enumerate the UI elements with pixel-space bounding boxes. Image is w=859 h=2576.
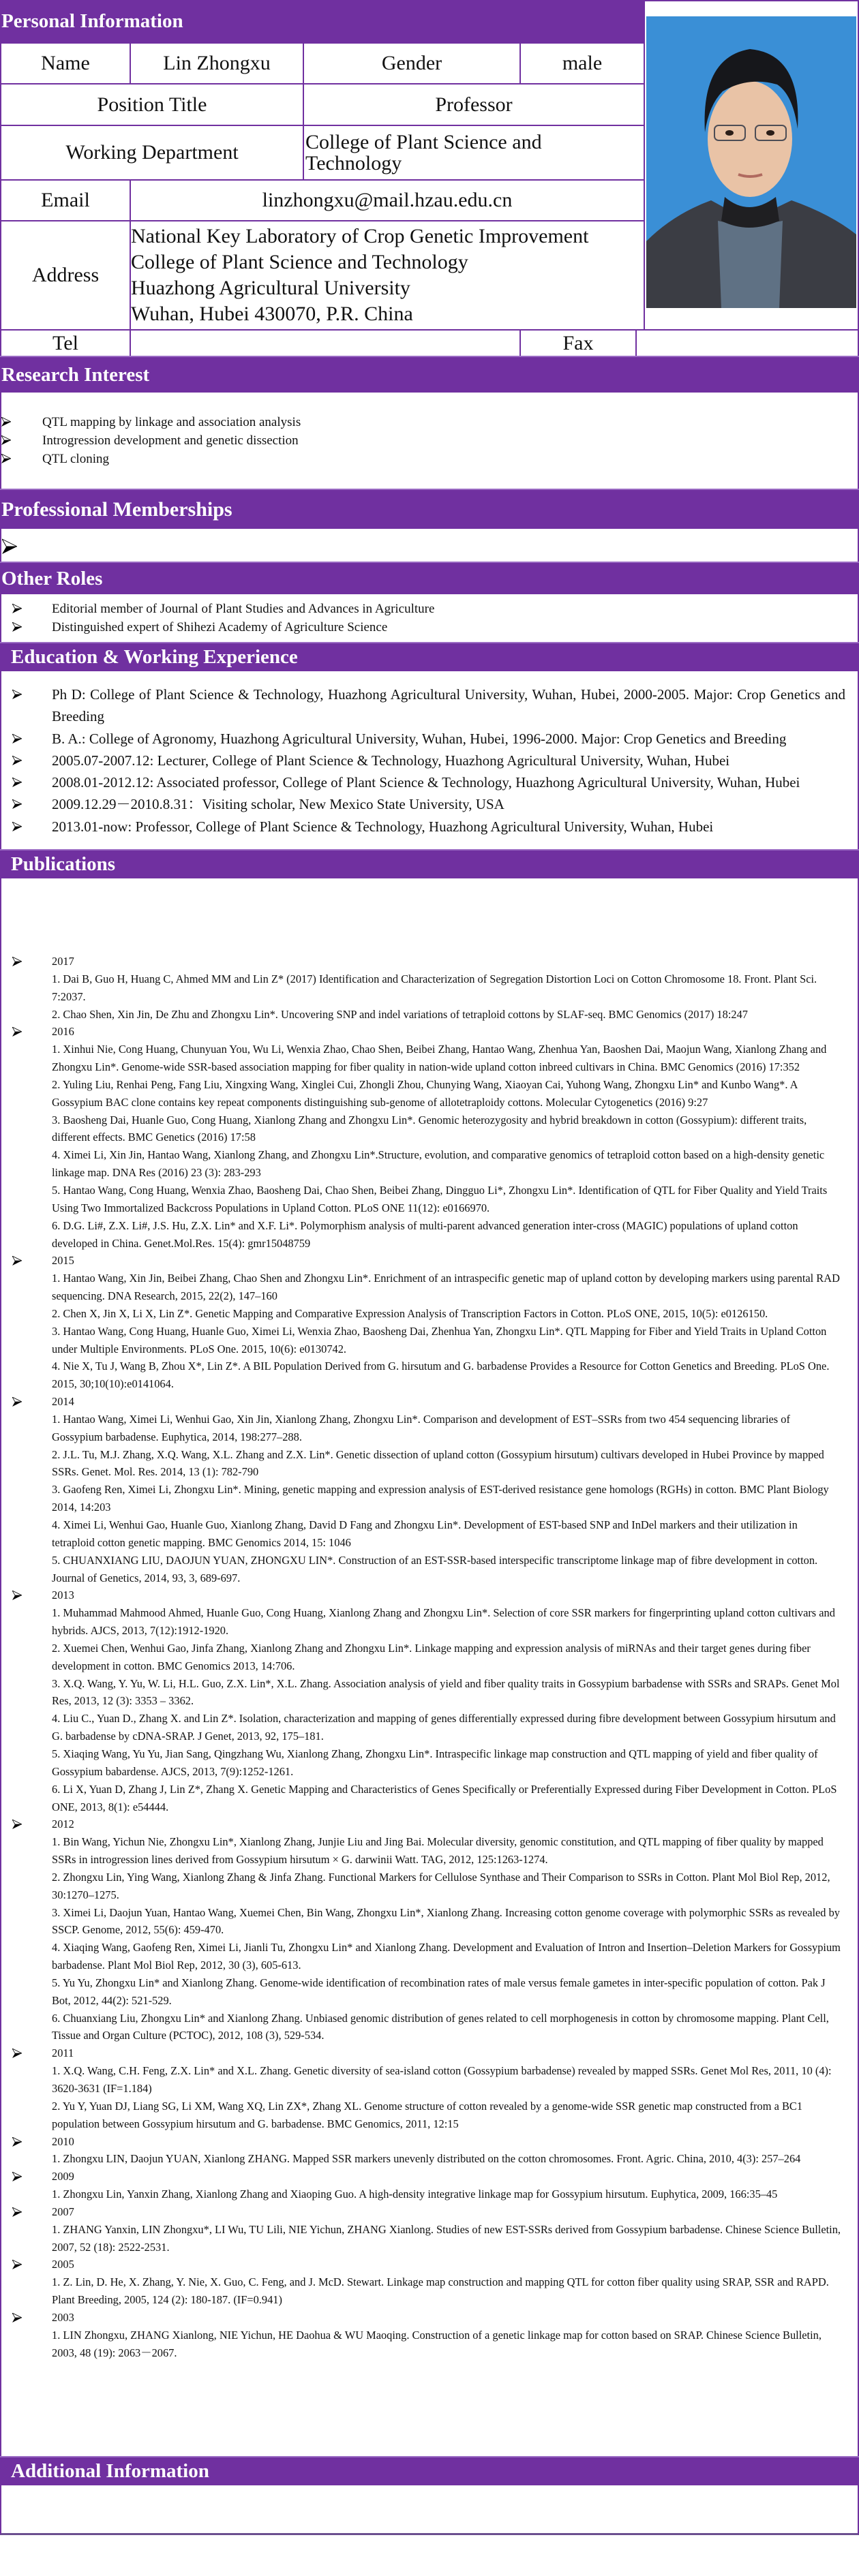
education-item bbox=[1, 771, 858, 793]
publication-entry: 1. Z. Lin, D. He, X. Zhang, Y. Nie, X. Guo, C. Feng, and J. McD. Stewart. Linkage map construction and mapping QTL for cotton fiber quality using SRAP, SSR and RAPD. Plant Breeding, 2005, 124 (2): 180-187. (IF=0.941) bbox=[52, 2275, 829, 2307]
publication-entry: 6. Li X, Yuan D, Zhang J, Lin Z*, Zhang X. Genetic Mapping and Characteristics of Genes Specifically or Preferentially Expressed during Fiber Development in Cotton. PLoS ONE, 2013, 8(1): e54444. bbox=[52, 1782, 837, 1813]
research-interest-text: Introgression development and genetic dissection bbox=[42, 433, 299, 448]
address-line: National Key Laboratory of Crop Genetic Improvement bbox=[131, 225, 589, 247]
publication-entry: 1. Zhongxu Lin, Yanxin Zhang, Xianlong Zhang and Xiaoping Guo. A high-density integrative linkage map for Gossypium hirsutum. Euphytica, 2009, 166:35–45 bbox=[52, 2188, 778, 2201]
education-text: 2008.01-2012.12: Associated professor, College of Plant Science & Technology, Huazhong Agricultural University, Wuhan, Hubei bbox=[52, 774, 800, 791]
education-item bbox=[1, 816, 858, 838]
list-item bbox=[1, 431, 301, 450]
section-header-additional-information bbox=[0, 2456, 859, 2485]
publication-entry: 4. Nie X, Tu J, Wang B, Zhou X*, Lin Z*. A BIL Population Derived from G. hirsutum and G. barbadense Provides a Resource for Cotton Genetics and Breeding. PLoS One. 2015, 30;10(10):e0141064. bbox=[52, 1360, 830, 1391]
publication-entry: 2. Chao Shen, Xin Jin, De Zhu and Zhongxu Lin*. Uncovering SNP and indel variations of tetraploid cottons by SLAF-seq. BMC Genomics (2017) 18:247 bbox=[52, 1007, 748, 1021]
department-label: Working Department bbox=[65, 141, 239, 164]
tel-label-cell bbox=[0, 329, 131, 357]
arrow-bullet-icon bbox=[12, 957, 20, 966]
year-label: 2013 bbox=[52, 1589, 74, 1602]
fax-label: Fax bbox=[562, 331, 594, 354]
arrow-bullet-icon bbox=[12, 1397, 20, 1407]
arrow-bullet-icon bbox=[1, 454, 10, 463]
section-header-research-interest bbox=[0, 356, 859, 393]
publication-entry: 1. LIN Zhongxu, ZHANG Xianlong, NIE Yichun, HE Daohua & WU Maoqing. Construction of a genetic linkage map for cotton based on SRAP. Chinese Science Bulletin, 2003, 48 (19): 2063－2067. bbox=[52, 2328, 822, 2359]
publication-entry: 5. Hantao Wang, Cong Huang, Wenxia Zhao, Baosheng Dai, Chao Shen, Beibei Zhang, Dingguo Li*, Zhongxu Lin*. Identification of QTL for Fiber Quality and Yield Traits Using Two Immortalized Backcross Populations in Upland Cotton. PLoS ONE 11(12): e0166970. bbox=[52, 1183, 828, 1214]
address-line: Wuhan, Hubei 430070, P.R. China bbox=[131, 303, 413, 325]
publication-entry: 1. X.Q. Wang, C.H. Feng, Z.X. Lin* and X.L. Zhang. Genetic diversity of sea-island cotton (Gossypium barbadense) revealed by mapped SSRs. Genet Mol Res, 2011, 10 (4): 3620-3631 (IF=1.184) bbox=[52, 2064, 832, 2095]
publication-year bbox=[1, 953, 858, 970]
publication-entry: 6. D.G. Li#, Z.X. Li#, J.S. Hu, Z.X. Lin* and X.F. Li*. Polymorphism analysis of multi-parent advanced generation inter-cross (MAGIC) populations of upland cotton developed in China. Genet.Mol.Res. 15(4): gmr15048759 bbox=[52, 1218, 798, 1250]
email-value[interactable]: linzhongxu@mail.hzau.edu.cn bbox=[262, 189, 513, 211]
arrow-bullet-icon bbox=[12, 2313, 20, 2322]
publication-entry: 1. Hantao Wang, Xin Jin, Beibei Zhang, Chao Shen and Zhongxu Lin*. Enrichment of an intraspecific genetic map of upland cotton by developing markers using parental RAD sequencing. DNA Research, 2015, 22(2), 147–160 bbox=[52, 1272, 840, 1303]
publication-entry: 1. Bin Wang, Yichun Nie, Zhongxu Lin*, Xianlong Zhang, Junjie Liu and Jing Bai. Molecular diversity, genomic constitution, and QTL mapping of fiber quality by mapped SSRs in introgression lines derived from Gossypium hirsutum × G. darwinii Watt. TAG, 2012, 125:1263-1274. bbox=[52, 1835, 824, 1867]
address-label: Address bbox=[31, 264, 100, 286]
other-roles-list bbox=[1, 600, 434, 637]
publication-entry: 2. Chen X, Jin X, Li X, Lin Z*. Genetic Mapping and Comparative Expression Analysis of Transcription Factors in Cotton. PLoS ONE, 2015, 10(5): e0126150. bbox=[52, 1306, 768, 1320]
publications-list bbox=[1, 953, 858, 2362]
list-item bbox=[1, 618, 434, 637]
arrow-bullet-icon bbox=[12, 1820, 20, 1829]
name-value-cell bbox=[130, 42, 304, 85]
publication-entry: 4. Liu C., Yuan D., Zhang X. and Lin Z*. Isolation, characterization and mapping of genes differentially expressed during fibre development between Gossypium hirsutum and G. barbadense by cDNA-SRAP. J Genet, 2013, 92, 175–181. bbox=[52, 1712, 836, 1743]
education-text: 2005.07-2007.12: Lecturer, College of Plant Science & Technology, Huazhong Agricultural University, Wuhan, Hubei bbox=[52, 752, 730, 769]
education-box bbox=[0, 671, 859, 850]
fax-label-cell bbox=[519, 329, 637, 357]
section-title: Professional Memberships bbox=[1, 497, 232, 521]
position-label-cell bbox=[0, 83, 304, 126]
address-value-cell bbox=[130, 220, 645, 331]
education-item bbox=[1, 750, 858, 771]
year-label: 2014 bbox=[52, 1395, 74, 1409]
gender-label-cell bbox=[303, 42, 521, 85]
arrow-bullet-icon bbox=[12, 734, 20, 743]
arrow-bullet-icon bbox=[12, 778, 20, 787]
email-label: Email bbox=[41, 189, 90, 211]
publication-year bbox=[1, 1023, 858, 1041]
photo-cell bbox=[644, 0, 859, 331]
memberships-box bbox=[0, 529, 859, 562]
section-title: Research Interest bbox=[1, 363, 150, 386]
publication-entry: 2. Yu Y, Yuan DJ, Liang SG, Li XM, Wang XQ, Lin ZX*, Zhang XL. Genome structure of cotton revealed by a genome-wide SSR genetic map constructed from a BC1 population between Gossypium hirsutum and G. barbadense. BMC Genomics, 2011, 12:15 bbox=[52, 2099, 803, 2130]
gender-value-cell bbox=[519, 42, 645, 85]
publication-year bbox=[1, 2168, 858, 2186]
arrow-bullet-icon bbox=[2, 538, 17, 558]
other-roles-box bbox=[0, 594, 859, 643]
year-label: 2017 bbox=[52, 955, 74, 968]
arrow-bullet-icon bbox=[1, 435, 10, 445]
publication-entry: 2. J.L. Tu, M.J. Zhang, X.Q. Wang, X.L. Zhang and Z.X. Lin*. Genetic dissection of upland cotton (Gossypium hirsutum) cultivars developed in Hubei Province by mapped SSRs. Genet. Mol. Res. 2014, 13 (1): 782-790 bbox=[52, 1447, 824, 1479]
publication-year bbox=[1, 2133, 858, 2151]
publication-entry: 2. Yuling Liu, Renhai Peng, Fang Liu, Xingxing Wang, Xinglei Cui, Zhongli Zhou, Chunying Wang, Xiaoyan Cai, Yuhong Wang, Zhongxu Lin* and Kunbo Wang*. A Gossypium BAC clone contains key repeat components distinguishing sub-genome of allotetraploidy cottons. Molecular Cytogenetics (2016) 9:27 bbox=[52, 1077, 798, 1109]
publication-year bbox=[1, 2309, 858, 2327]
publication-entry: 4. Ximei Li, Xin Jin, Hantao Wang, Xianlong Zhang, and Zhongxu Lin*.Structure, evolution, and comparative genomics of tetraploid cotton based on a high-density genetic linkage map. DNA Res (2016) 23 (3): 283-293 bbox=[52, 1148, 825, 1180]
year-label: 2015 bbox=[52, 1254, 74, 1268]
list-item bbox=[1, 413, 301, 431]
arrow-bullet-icon bbox=[12, 2207, 20, 2217]
research-interest-box bbox=[0, 393, 859, 489]
education-text: B. A.: College of Agronomy, Huazhong Agricultural University, Wuhan, Hubei, 1996-2000. Major: Crop Genetics and Breeding bbox=[52, 730, 787, 747]
gender-label: Gender bbox=[381, 52, 442, 74]
year-label: 2009 bbox=[52, 2170, 74, 2183]
section-title: Education & Working Experience bbox=[11, 646, 298, 668]
email-label-cell bbox=[0, 179, 131, 221]
publication-year bbox=[1, 2203, 858, 2221]
address-line: College of Plant Science and Technology bbox=[131, 251, 468, 273]
publications-box bbox=[0, 878, 859, 2457]
additional-information-box bbox=[0, 2485, 859, 2535]
arrow-bullet-icon bbox=[12, 2260, 20, 2269]
section-header-publications bbox=[0, 849, 859, 878]
section-header-personal-information bbox=[0, 0, 645, 42]
list-item bbox=[1, 600, 434, 618]
publication-entry: 1. ZHANG Yanxin, LIN Zhongxu*, LI Wu, TU Lili, NIE Yichun, ZHANG Xianlong. Studies of new EST-SSRs derived from Gossypium barbadense. Chinese Science Bulletin, 2007, 52 (18): 2522-2531. bbox=[52, 2222, 841, 2254]
tel-label: Tel bbox=[52, 331, 78, 354]
name-value: Lin Zhongxu bbox=[163, 52, 271, 74]
publication-year bbox=[1, 2256, 858, 2273]
publication-entry: 1. Hantao Wang, Ximei Li, Wenhui Gao, Xin Jin, Xianlong Zhang, Zhongxu Lin*. Comparison and development of EST–SSRs from two 454 sequencing libraries of Gossypium barbadense. Euphytica, 2014, 198:277–288. bbox=[52, 1412, 790, 1443]
research-interest-list bbox=[1, 413, 301, 468]
section-header-education bbox=[0, 642, 859, 671]
arrow-bullet-icon bbox=[12, 622, 20, 632]
position-label: Position Title bbox=[97, 93, 207, 116]
address-line: Huazhong Agricultural University bbox=[131, 277, 410, 299]
section-title: Other Roles bbox=[1, 567, 103, 589]
year-label: 2010 bbox=[52, 2134, 74, 2148]
publication-year bbox=[1, 2044, 858, 2062]
role-text: Distinguished expert of Shihezi Academy of Agriculture Science bbox=[52, 620, 388, 634]
gender-value: male bbox=[562, 52, 603, 74]
research-interest-text: QTL cloning bbox=[42, 452, 109, 466]
publication-entry: 1. Muhammad Mahmood Ahmed, Huanle Guo, Cong Huang, Xianlong Zhang and Zhongxu Lin*. Selection of core SSR markers for fingerprinting upland cotton cultivars and hybrids. AJCS, 2013, 7(12):1912-1920. bbox=[52, 1606, 835, 1638]
section-title: Personal Information bbox=[1, 10, 183, 32]
fax-value-cell bbox=[635, 329, 859, 357]
email-value-cell bbox=[130, 179, 645, 221]
role-text: Editorial member of Journal of Plant Studies and Advances in Agriculture bbox=[52, 602, 435, 616]
publication-entry: 3. Ximei Li, Daojun Yuan, Hantao Wang, Xuemei Chen, Bin Wang, Zhongxu Lin*, Xianlong Zhang. Increasing cotton genome coverage with polymorphic SSRs as revealed by SSCP. Genome, 2012, 55(6): 459-470. bbox=[52, 1905, 840, 1937]
education-text: Ph D: College of Plant Science & Technology, Huazhong Agricultural University, Wuhan, Hubei, 2000-2005. Major: Crop Genetics and Breeding bbox=[52, 686, 845, 725]
publication-entry: 2. Xuemei Chen, Wenhui Gao, Jinfa Zhang, Xianlong Zhang and Zhongxu Lin*. Linkage mapping and expression analysis of miRNAs and their target genes during fiber development in cotton. BMC Genomics 2013, 14:706. bbox=[52, 1641, 811, 1672]
publication-year bbox=[1, 1815, 858, 1833]
publication-year bbox=[1, 1252, 858, 1270]
year-label: 2016 bbox=[52, 1025, 74, 1039]
arrow-bullet-icon bbox=[12, 604, 20, 613]
arrow-bullet-icon bbox=[12, 1256, 20, 1266]
name-label: Name bbox=[41, 52, 90, 74]
portrait-photo-icon bbox=[646, 16, 856, 308]
position-value-cell bbox=[303, 83, 645, 126]
publication-entry: 5. Xiaqing Wang, Yu Yu, Jian Sang, Qingzhang Wu, Xianlong Zhang, Zhongxu Lin*. Intraspecific linkage map construction and QTL mapping of yield and fiber quality of Gossypium babardense. AJCS, 2013, 7(9):1252-1261. bbox=[52, 1747, 818, 1778]
year-label: 2007 bbox=[52, 2205, 74, 2218]
education-item bbox=[1, 728, 858, 750]
address-label-cell bbox=[0, 220, 131, 331]
arrow-bullet-icon bbox=[12, 690, 20, 699]
arrow-bullet-icon bbox=[12, 1027, 20, 1037]
tel-value-cell bbox=[130, 329, 521, 357]
publication-entry: 1. Dai B, Guo H, Huang C, Ahmed MM and Lin Z* (2017) Identification and Characterization of Segregation Distortion Loci on Cotton Chromosome 18. Front. Plant Sci. 7:2037. bbox=[52, 972, 817, 1003]
year-label: 2003 bbox=[52, 2310, 74, 2324]
publication-entry: 6. Chuanxiang Liu, Zhongxu Lin* and Xianlong Zhang. Unbiased genomic distribution of genes related to cell morphogenesis in cotton by chromosome mapping. Plant Cell, Tissue and Organ Culture (PCTOC), 2012, 108 (3), 529-534. bbox=[52, 2011, 829, 2042]
education-text: 2013.01-now: Professor, College of Plant Science & Technology, Huazhong Agricultural University, Wuhan, Hubei bbox=[52, 818, 714, 835]
arrow-bullet-icon bbox=[12, 2172, 20, 2181]
arrow-bullet-icon bbox=[12, 2137, 20, 2147]
publication-entry: 1. Zhongxu LIN, Daojun YUAN, Xianlong ZHANG. Mapped SSR markers unevenly distributed on the cotton chromosomes. Front. Agric. China, 2010, 4(3): 257–264 bbox=[52, 2152, 801, 2166]
name-label-cell bbox=[0, 42, 131, 85]
department-value-cell bbox=[303, 125, 645, 181]
arrow-bullet-icon bbox=[12, 799, 20, 809]
research-interest-text: QTL mapping by linkage and association analysis bbox=[42, 415, 301, 429]
publication-entry: 5. Yu Yu, Zhongxu Lin* and Xianlong Zhang. Genome-wide identification of recombination rates of male versus female gametes in inter-specific population of cotton. Pak J Bot, 2012, 44(2): 521-529. bbox=[52, 1976, 826, 2007]
arrow-bullet-icon bbox=[1, 417, 10, 427]
arrow-bullet-icon bbox=[12, 756, 20, 765]
publication-year bbox=[1, 1393, 858, 1411]
education-item bbox=[1, 684, 858, 728]
publication-entry: 3. Gaofeng Ren, Ximei Li, Zhongxu Lin*. Mining, genetic mapping and expression analysis of EST-derived resistance gene homologs (RGHs) in cotton. BMC Plant Biology 2014, 14:203 bbox=[52, 1483, 829, 1514]
section-title: Publications bbox=[11, 853, 116, 875]
publication-entry: 1. Xinhui Nie, Cong Huang, Chunyuan You, Wu Li, Wenxia Zhao, Chao Shen, Beibei Zhang, Hantao Wang, Zhenhua Yan, Baoshen Dai, Maojun Wang, Xianlong Zhang and Zhongxu Lin*. Genome-wide SSR-based association mapping for fiber quality in nation-wide upland cotton inbreed cultivars in China. BMC Genomics (2016) 17:352 bbox=[52, 1043, 827, 1074]
year-label: 2011 bbox=[52, 2046, 74, 2060]
publication-entry: 4. Xiaqing Wang, Gaofeng Ren, Ximei Li, Jianli Tu, Zhongxu Lin* and Xianlong Zhang. Development and Evaluation of Intron and Insertion–Deletion Markers for Gossypium barbadense. Plant Mol Biol Rep, 2012, 30 (3), 605-613. bbox=[52, 1941, 841, 1972]
section-header-other-roles bbox=[0, 562, 859, 594]
publication-entry: 3. X.Q. Wang, Y. Yu, W. Li, H.L. Guo, Z.X. Lin*, X.L. Zhang. Association analysis of yield and fiber quality traits in Gossypium barbadense with SSRs and SRAPs. Genet Mol Res, 2013, 12 (3): 3353 – 3362. bbox=[52, 1676, 840, 1708]
year-label: 2005 bbox=[52, 2258, 74, 2271]
position-value: Professor bbox=[435, 93, 513, 116]
education-item bbox=[1, 793, 858, 815]
section-header-professional-memberships bbox=[0, 489, 859, 529]
arrow-bullet-icon bbox=[12, 2049, 20, 2058]
year-label: 2012 bbox=[52, 1818, 74, 1831]
publication-entry: 3. Hantao Wang, Cong Huang, Huanle Guo, Ximei Li, Wenxia Zhao, Baosheng Dai, Zhenhua Yan, Zhongxu Lin*. QTL Mapping for Fiber and Yield Traits in Upland Cotton under Multiple Environments. PLoS One. 2015, 10(6): e0130742. bbox=[52, 1324, 827, 1355]
publication-year bbox=[1, 1586, 858, 1604]
arrow-bullet-icon bbox=[12, 1591, 20, 1600]
publication-entry: 4. Ximei Li, Wenhui Gao, Huanle Guo, Xianlong Zhang, David D Fang and Zhongxu Lin*. Development of EST-based SNP and InDel markers and their utilization in tetraploid cotton genetic mapping. BMC Genomics 2014, 15: 1046 bbox=[52, 1518, 798, 1549]
department-value: College of Plant Science and Technology bbox=[305, 131, 542, 174]
education-list bbox=[1, 684, 858, 838]
department-label-cell bbox=[0, 125, 304, 181]
publication-entry: 3. Baosheng Dai, Huanle Guo, Cong Huang, Xianlong Zhang and Zhongxu Lin*. Genomic heterozygosity and hybrid breakdown in cotton (Gossypium): different traits, different effects. BMC Genetics (2016) 17:58 bbox=[52, 1113, 807, 1144]
arrow-bullet-icon bbox=[12, 822, 20, 831]
list-item bbox=[1, 450, 301, 468]
education-text: 2009.12.29－2010.8.31：Visiting scholar, New Mexico State University, USA bbox=[52, 796, 504, 813]
publication-entry: 5. CHUANXIANG LIU, DAOJUN YUAN, ZHONGXU LIN*. Construction of an EST-SSR-based interspecific transcriptome linkage map of fibre development in cotton. Journal of Genetics, 2014, 93, 3, 689-697. bbox=[52, 1553, 818, 1584]
publication-entry: 2. Zhongxu Lin, Ying Wang, Xianlong Zhang & Jinfa Zhang. Functional Markers for Cellulose Synthase and Their Comparison to SSRs in Cotton. Plant Mol Biol Rep, 2012, 30:1270–1275. bbox=[52, 1870, 830, 1901]
section-title: Additional Information bbox=[11, 2460, 209, 2482]
